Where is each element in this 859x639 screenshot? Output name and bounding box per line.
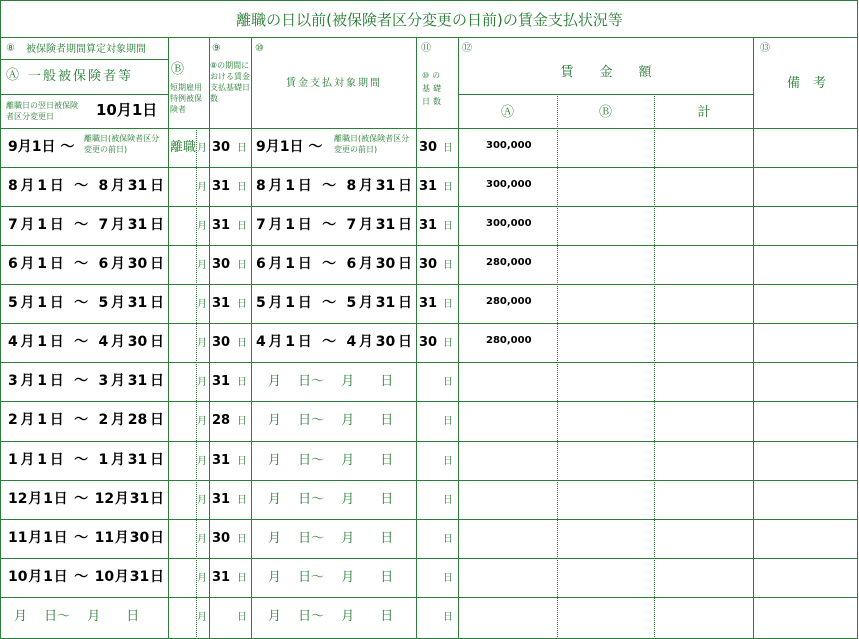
row-a-period: 1月1日 ～ 1月31日 <box>8 452 164 468</box>
row-unit9: 日 <box>237 612 247 623</box>
row-a-period: 3月1日 ～ 3月31日 <box>8 373 164 389</box>
row-b-unit: 月 <box>197 573 207 584</box>
col11-label-a: ⑩の <box>422 71 444 80</box>
row-b-unit: 月 <box>197 416 207 427</box>
col12-b-label: Ⓑ <box>598 105 612 120</box>
row-unit9: 日 <box>237 143 247 154</box>
row-p10-blank: 月 日～ 月 日 <box>268 609 394 624</box>
column-divider <box>753 37 754 639</box>
row-unit9: 日 <box>237 260 247 271</box>
row-days11: 31 <box>419 218 438 233</box>
row-unit9: 日 <box>237 456 247 467</box>
col9-number: ⑨ <box>212 43 221 54</box>
row-a-period: 9月1日 ～ <box>8 139 75 155</box>
column-divider <box>209 37 210 639</box>
row-p10-blank: 月 日～ 月 日 <box>268 570 394 585</box>
row-b-unit: 月 <box>197 260 207 271</box>
row-amount-a: 280,000 <box>486 335 532 346</box>
col13-label: 備 考 <box>786 76 826 91</box>
header-sub-line <box>0 94 168 95</box>
row-unit11: 日 <box>443 221 453 232</box>
row-unit9: 日 <box>237 495 247 506</box>
row-unit11: 日 <box>443 143 453 154</box>
row-unit11: 日 <box>443 182 453 193</box>
row-separator <box>0 441 858 442</box>
row-separator <box>0 206 858 207</box>
col13-number: ⑬ <box>760 43 770 54</box>
col12-a-label: Ⓐ <box>500 105 514 120</box>
row-unit11: 日 <box>443 534 453 545</box>
column-divider <box>168 37 169 639</box>
row-days9: 31 <box>212 374 231 389</box>
row-days11: 30 <box>419 257 438 272</box>
row-separator <box>0 167 858 168</box>
row-p10-blank: 月 日～ 月 日 <box>268 374 394 389</box>
row-days9: 31 <box>212 218 231 233</box>
row-unit9: 日 <box>237 573 247 584</box>
column-divider <box>251 37 252 639</box>
col12-total-label: 計 <box>697 105 711 120</box>
row-amount-a: 280,000 <box>486 296 532 307</box>
row-days11: 30 <box>419 335 438 350</box>
row-unit9: 日 <box>237 221 247 232</box>
col10-number: ⑩ <box>255 43 264 54</box>
row-b-unit: 月 <box>197 612 207 623</box>
column-divider <box>416 37 417 639</box>
row-a-period-blank: 月 日～ 月 日 <box>14 609 140 624</box>
row-a-period: 8月1日 ～ 8月31日 <box>8 178 164 194</box>
row-unit11: 日 <box>443 456 453 467</box>
row-a-period: 7月1日 ～ 7月31日 <box>8 217 164 233</box>
row-unit11: 日 <box>443 377 453 388</box>
colA-label: 一般被保険者等 <box>28 69 134 84</box>
row-separator <box>0 558 858 559</box>
col11-label-c: 日数 <box>422 97 444 106</box>
row-unit11: 日 <box>443 299 453 310</box>
border-right <box>857 0 858 639</box>
row-days9: 31 <box>212 453 231 468</box>
row-separator <box>0 519 858 520</box>
row-separator <box>0 401 858 402</box>
row-amount-a: 300,000 <box>486 140 532 151</box>
row-unit9: 日 <box>237 299 247 310</box>
row-separator <box>0 362 858 363</box>
row-b-unit: 月 <box>197 338 207 349</box>
row-b-unit: 月 <box>197 182 207 193</box>
row-amount-a: 300,000 <box>486 218 532 229</box>
row-a-period: 10月1日 ～ 10月31日 <box>8 569 164 585</box>
header-sub-line <box>458 94 754 95</box>
row-p10-blank: 月 日～ 月 日 <box>268 531 394 546</box>
row-unit11: 日 <box>443 495 453 506</box>
row-a-period: 4月1日 ～ 4月30日 <box>8 334 164 350</box>
row-days11: 31 <box>419 296 438 311</box>
row-separator <box>0 323 858 324</box>
row-a-period: 6月1日 ～ 6月30日 <box>8 256 164 272</box>
row-days9: 30 <box>212 335 231 350</box>
row-unit9: 日 <box>237 377 247 388</box>
colB-label: 短期雇用特例被保険者 <box>170 83 202 114</box>
col11-label-b: 基礎 <box>422 84 444 93</box>
row-b-unit: 月 <box>197 143 207 154</box>
col12-label: 賃 金 額 <box>560 65 652 80</box>
row-days9: 30 <box>212 140 231 155</box>
header-sub-line <box>0 59 168 60</box>
row-days9: 30 <box>212 257 231 272</box>
row-a-period: 11月1日 ～ 11月30日 <box>8 530 164 546</box>
row-p10: 5月1日 ～ 5月31日 <box>256 295 412 311</box>
row-b-unit: 月 <box>197 377 207 388</box>
row-unit9: 日 <box>237 182 247 193</box>
row-b-unit: 月 <box>197 299 207 310</box>
row-unit11: 日 <box>443 338 453 349</box>
row-amount-a: 300,000 <box>486 179 532 190</box>
next-day-value: 10月1日 <box>96 101 158 119</box>
row-separator <box>0 480 858 481</box>
row-p10: 6月1日 ～ 6月30日 <box>256 256 412 272</box>
row-amount-a: 280,000 <box>486 257 532 268</box>
row-unit9: 日 <box>237 416 247 427</box>
col10-label: 賃金支払対象期間 <box>286 78 382 89</box>
colB-mark: Ⓑ <box>171 62 185 77</box>
row-b-unit: 月 <box>197 221 207 232</box>
row-a-note: 離職日(被保険者区分変更の前日) <box>84 134 160 154</box>
row-days9: 28 <box>212 413 231 428</box>
row-unit11: 日 <box>443 416 453 427</box>
col12-number: ⑫ <box>462 43 472 54</box>
row-separator <box>0 284 858 285</box>
form-title: 離職の日以前(被保険者区分変更の日前)の賃金支払状況等 <box>236 11 623 29</box>
row-unit11: 日 <box>443 260 453 271</box>
row-days11: 31 <box>419 179 438 194</box>
border-left <box>0 0 1 639</box>
row-b-unit: 月 <box>197 456 207 467</box>
row-days9: 31 <box>212 570 231 585</box>
col11-number: ⑪ <box>421 43 431 54</box>
col9-label: ⑧の期間における賃金支払基礎日数 <box>210 61 250 103</box>
header-bottom <box>0 128 858 129</box>
row-days11: 30 <box>419 140 438 155</box>
row-a-period: 2月1日 ～ 2月28日 <box>8 412 164 428</box>
row-p10: 8月1日 ～ 8月31日 <box>256 178 412 194</box>
row-separator <box>0 245 858 246</box>
row-unit9: 日 <box>237 338 247 349</box>
column-divider-dotted <box>557 94 558 639</box>
row-b-unit: 月 <box>197 534 207 545</box>
row-unit11: 日 <box>443 612 453 623</box>
row-p10-note: 離職日(被保険者区分変更の前日) <box>334 134 410 154</box>
title-separator <box>0 37 858 38</box>
border-top <box>0 0 858 1</box>
column-divider-dotted <box>654 94 655 639</box>
row-b-unit: 月 <box>197 495 207 506</box>
col8-label: 被保険者期間算定対象期間 <box>26 44 146 55</box>
row-separator <box>0 597 858 598</box>
row-a-period: 5月1日 ～ 5月31日 <box>8 295 164 311</box>
row-unit11: 日 <box>443 573 453 584</box>
row-a-period: 12月1日 ～ 12月31日 <box>8 491 164 507</box>
next-day-label: 離職日の翌日被保険者区分変更日 <box>6 101 78 121</box>
colA-mark: Ⓐ <box>6 68 20 83</box>
unit-divider-dotted <box>196 128 197 639</box>
row-days9: 30 <box>212 531 231 546</box>
row-p10: 9月1日 ～ <box>256 139 323 155</box>
row-unit9: 日 <box>237 534 247 545</box>
row-p10: 7月1日 ～ 7月31日 <box>256 217 412 233</box>
row-days9: 31 <box>212 179 231 194</box>
row-days9: 31 <box>212 296 231 311</box>
row-p10-blank: 月 日～ 月 日 <box>268 492 394 507</box>
row-p10: 4月1日 ～ 4月30日 <box>256 334 412 350</box>
row-days9: 31 <box>212 492 231 507</box>
row-p10-blank: 月 日～ 月 日 <box>268 453 394 468</box>
column-divider <box>458 37 459 639</box>
row-b-text: 離職 <box>170 140 197 155</box>
row-p10-blank: 月 日～ 月 日 <box>268 413 394 428</box>
col8-number: ⑧ <box>6 43 15 54</box>
